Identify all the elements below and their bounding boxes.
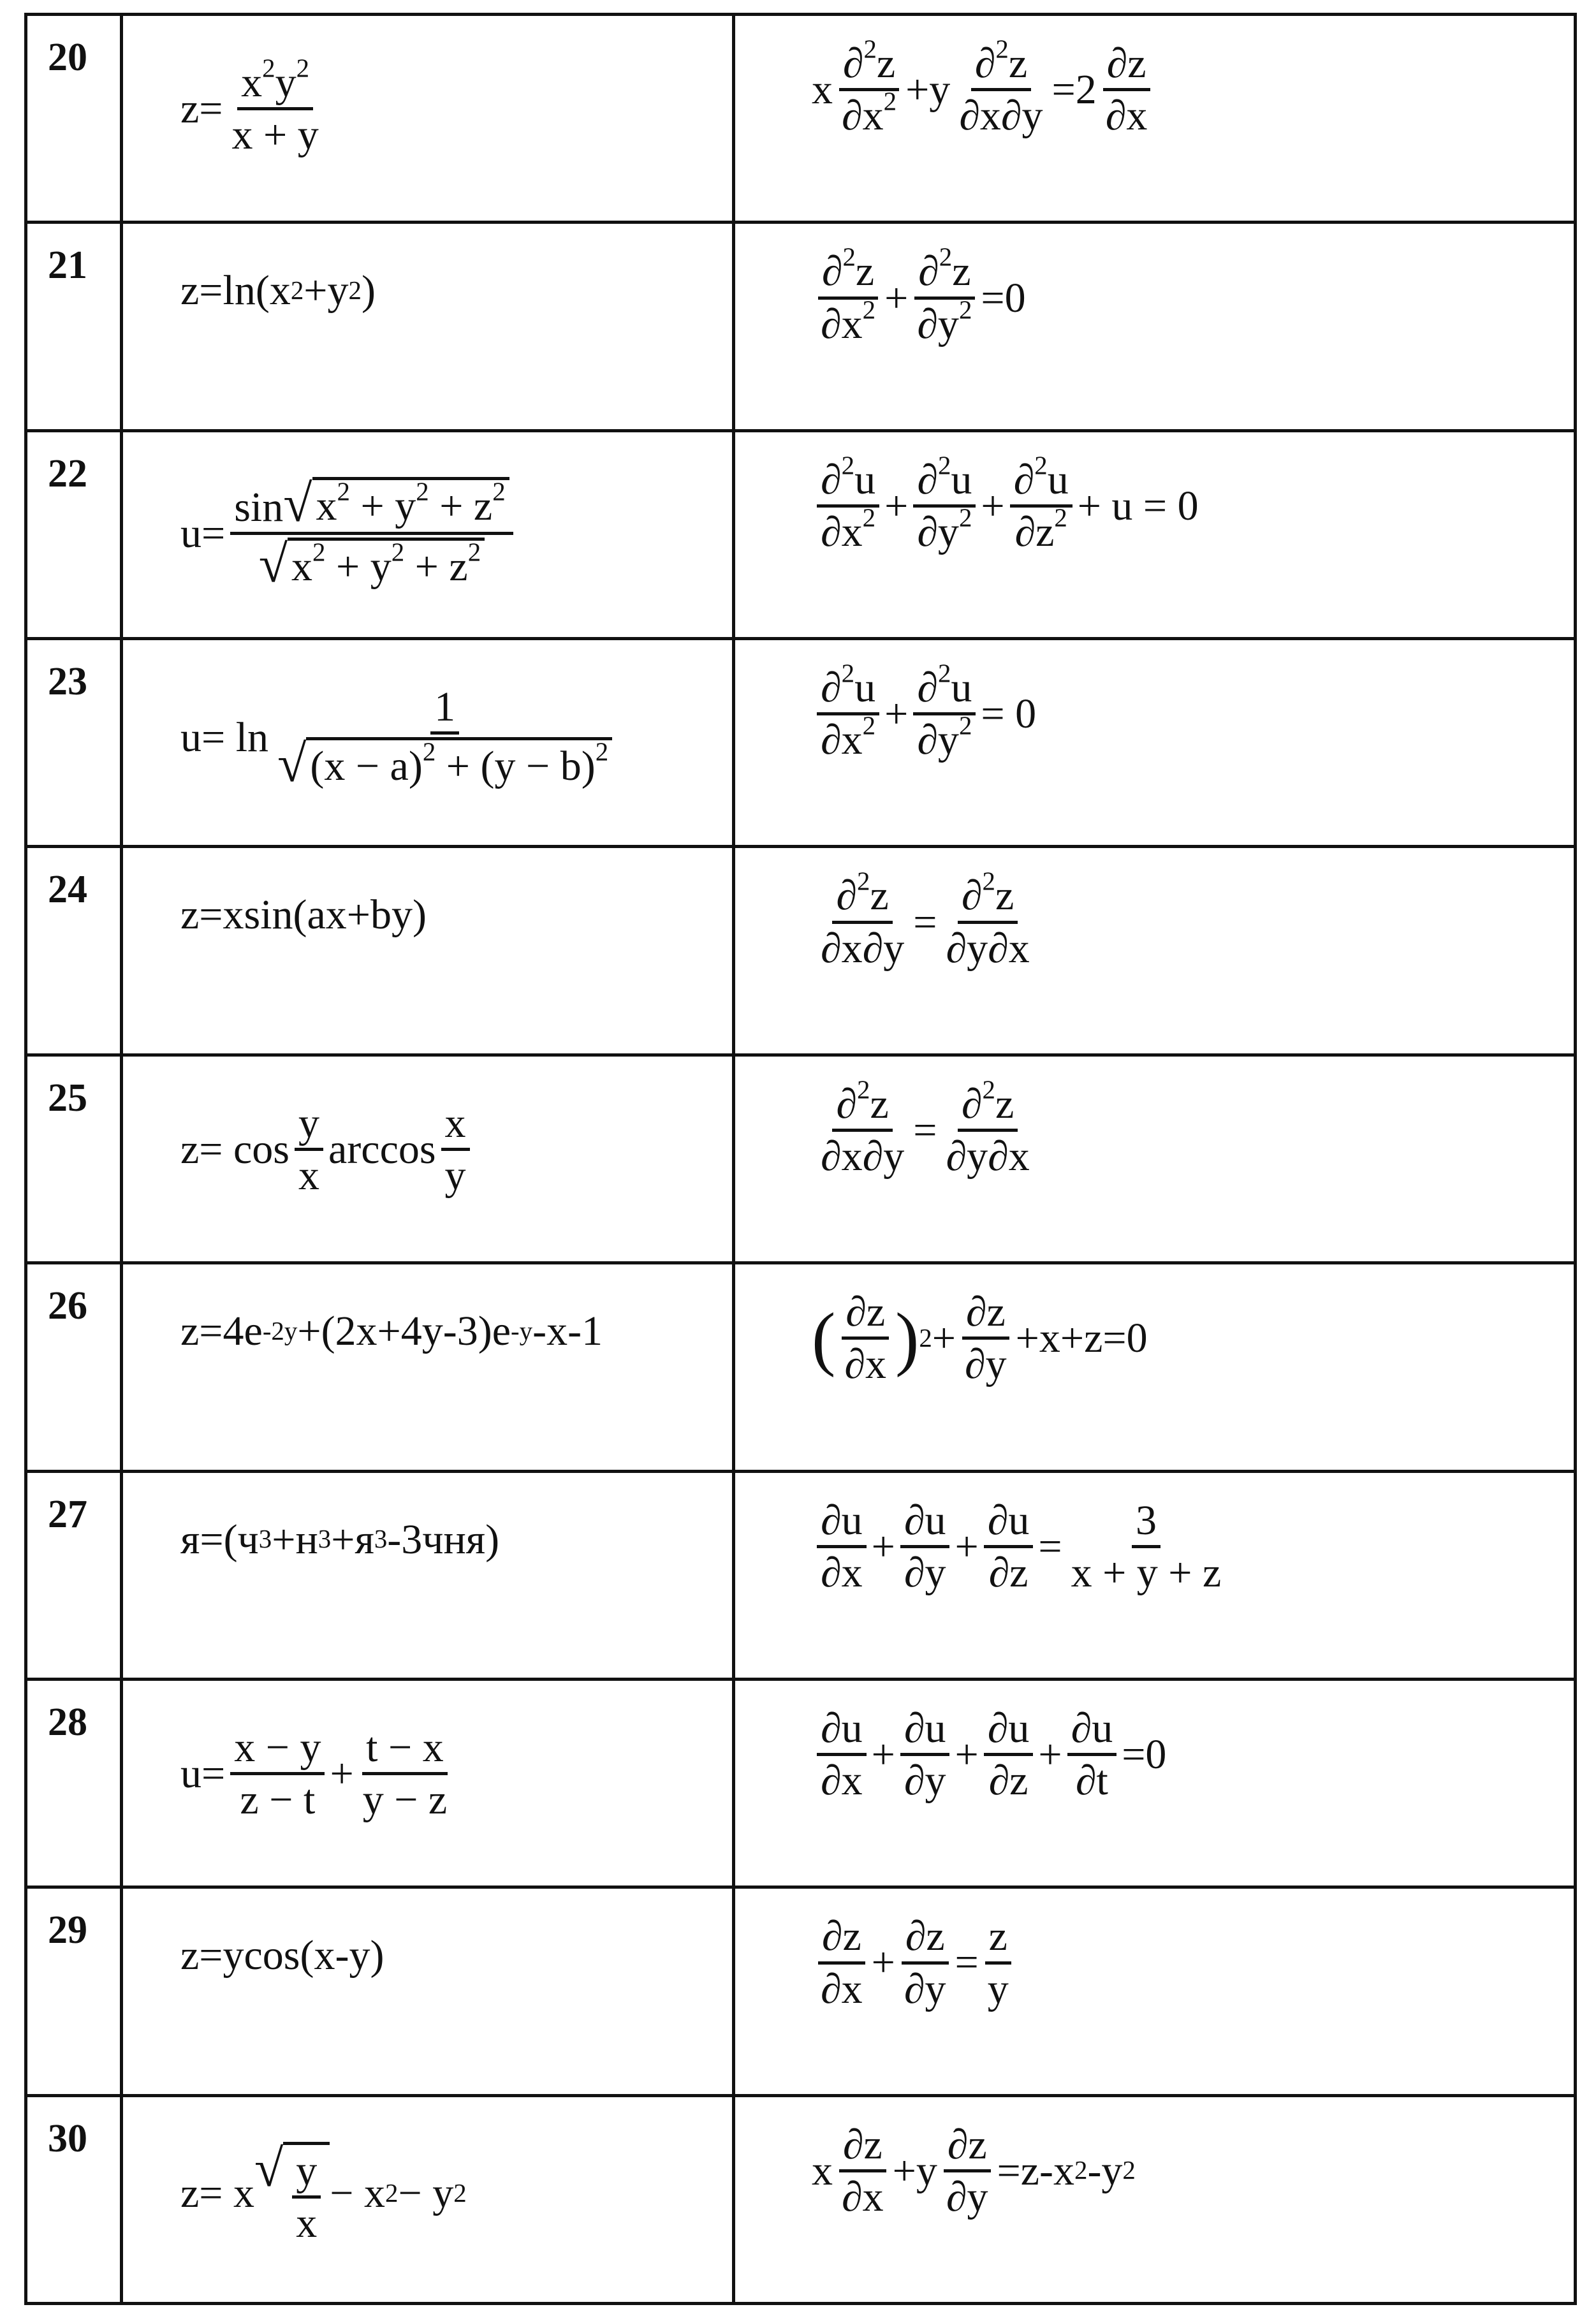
equation-formula: $\frac{\partial^2z}{\partial x\partial y}$ = $\frac{\partial^2z}{\partial y\partial x}$ bbox=[821, 867, 1030, 972]
row-number: 30 bbox=[26, 2095, 122, 2303]
row-number: 24 bbox=[26, 847, 122, 1055]
equation-formula: $\frac{\partial^2z}{\partial x^2}$ + $\frac{\partial^2z}{\partial y^2}$ =0 bbox=[812, 249, 1026, 346]
table-row bbox=[26, 847, 1576, 1055]
equation-cell bbox=[734, 639, 1576, 847]
equation-formula: $\frac{\partial^2u}{\partial x^2}$ + $\frac{\partial^2u}{\partial y^2}$ + $\frac{\partial^2u}{\partial z^2}$ + u = 0 bbox=[812, 458, 1199, 555]
function-cell bbox=[122, 2095, 734, 2303]
equation-formula: x $\frac{\partial z}{\partial x}$ +y $\frac{\partial z}{\partial y}$ =z-x 2 -y 2 bbox=[812, 2121, 1136, 2220]
table-row bbox=[26, 1471, 1576, 1679]
row-number: 23 bbox=[26, 639, 122, 847]
row-number: 22 bbox=[26, 430, 122, 638]
table-row bbox=[26, 1263, 1576, 1471]
equation-cell bbox=[734, 15, 1576, 223]
equation-cell bbox=[734, 223, 1576, 430]
table-row bbox=[26, 430, 1576, 638]
function-cell bbox=[122, 1471, 734, 1679]
table-row bbox=[26, 15, 1576, 223]
equation-formula: $\frac{\partial^2z}{\partial x\partial y}$ = $\frac{\partial^2z}{\partial y\partial x}$ bbox=[821, 1075, 1030, 1180]
equation-cell bbox=[734, 1055, 1576, 1263]
row-number: 25 bbox=[26, 1055, 122, 1263]
table-row bbox=[26, 2095, 1576, 2303]
table-row bbox=[26, 1887, 1576, 2095]
table-row bbox=[26, 639, 1576, 847]
function-cell bbox=[122, 639, 734, 847]
equation-cell bbox=[734, 1887, 1576, 2095]
equation-cell bbox=[734, 1679, 1576, 1887]
row-number: 28 bbox=[26, 1679, 122, 1887]
function-formula: z= x √ $\frac{y}{x}$ − x 2 − y 2 bbox=[180, 2138, 467, 2246]
function-formula: u= sin √ $x^2 + y^2 + z^2$ √ $x^2 + y^2 + z^2$ bbox=[180, 477, 518, 590]
function-formula: z= $\frac{x^2y^2}{x + y}$ bbox=[180, 54, 319, 159]
equation-formula: $\frac{\partial u}{\partial x}$ + $\frac{\partial u}{\partial y}$ + $\frac{\partial u}{\partial z}$ = $\frac{3}{x + y + z}$ bbox=[812, 1498, 1230, 1595]
row-number: 29 bbox=[26, 1887, 122, 2095]
function-formula: u= ln 1 √ $(x - a)^2 + (y - b)^2$ bbox=[180, 685, 621, 790]
row-number: 26 bbox=[26, 1263, 122, 1471]
function-cell bbox=[122, 1263, 734, 1471]
table-row bbox=[26, 223, 1576, 430]
equation-formula: x $\frac{\partial^2z}{\partial x^2}$ +y $\frac{\partial^2z}{\partial x\partial y}$ =2 $\frac{\partial z}{\partial x}$ bbox=[812, 41, 1156, 138]
row-number: 21 bbox=[26, 223, 122, 430]
equation-formula: $\frac{\partial u}{\partial x}$ + $\frac{\partial u}{\partial y}$ + $\frac{\partial u}{\partial z}$ + $\frac{\partial u}{\partial t}$ =0 bbox=[812, 1706, 1166, 1803]
function-formula: z= cos $\frac{y}{x}$ arccos $\frac{x}{y}$ bbox=[180, 1101, 475, 1198]
function-formula: z=ycos(x-y) bbox=[180, 1932, 384, 1979]
equation-cell bbox=[734, 847, 1576, 1055]
row-number: 27 bbox=[26, 1471, 122, 1679]
function-cell bbox=[122, 1887, 734, 2095]
table-row bbox=[26, 1679, 1576, 1887]
equation-formula: ( $\frac{\partial z}{\partial x}$ ) 2 + $\frac{\partial z}{\partial y}$ +x+z=0 bbox=[812, 1289, 1148, 1388]
table-row bbox=[26, 1055, 1576, 1263]
function-formula: z=ln(x 2 +y 2 ) bbox=[180, 267, 376, 314]
equation-cell bbox=[734, 1263, 1576, 1471]
equation-cell bbox=[734, 430, 1576, 638]
row-number: 20 bbox=[26, 15, 122, 223]
function-cell bbox=[122, 1679, 734, 1887]
function-cell bbox=[122, 847, 734, 1055]
equation-cell bbox=[734, 2095, 1576, 2303]
equation-formula: $\frac{\partial z}{\partial x}$ + $\frac{\partial z}{\partial y}$ = $\frac{z}{y}$ bbox=[812, 1914, 1018, 2011]
function-cell bbox=[122, 223, 734, 430]
function-formula: z=xsin(ax+by) bbox=[180, 891, 427, 939]
function-cell bbox=[122, 430, 734, 638]
function-formula: z=4e -2y +(2x+4y-3)e -y -x-1 bbox=[180, 1308, 603, 1355]
equation-cell bbox=[734, 1471, 1576, 1679]
function-cell bbox=[122, 1055, 734, 1263]
function-formula: я=(ч 3 +н 3 +я 3 -3чня) bbox=[180, 1516, 500, 1563]
equations-table bbox=[24, 13, 1577, 2305]
equation-formula: $\frac{\partial^2u}{\partial x^2}$ + $\frac{\partial^2u}{\partial y^2}$ = 0 bbox=[812, 666, 1036, 763]
function-cell bbox=[122, 15, 734, 223]
function-formula: u= $\frac{x - y}{z - t}$ + $\frac{t - x}{y - z}$ bbox=[180, 1724, 448, 1824]
